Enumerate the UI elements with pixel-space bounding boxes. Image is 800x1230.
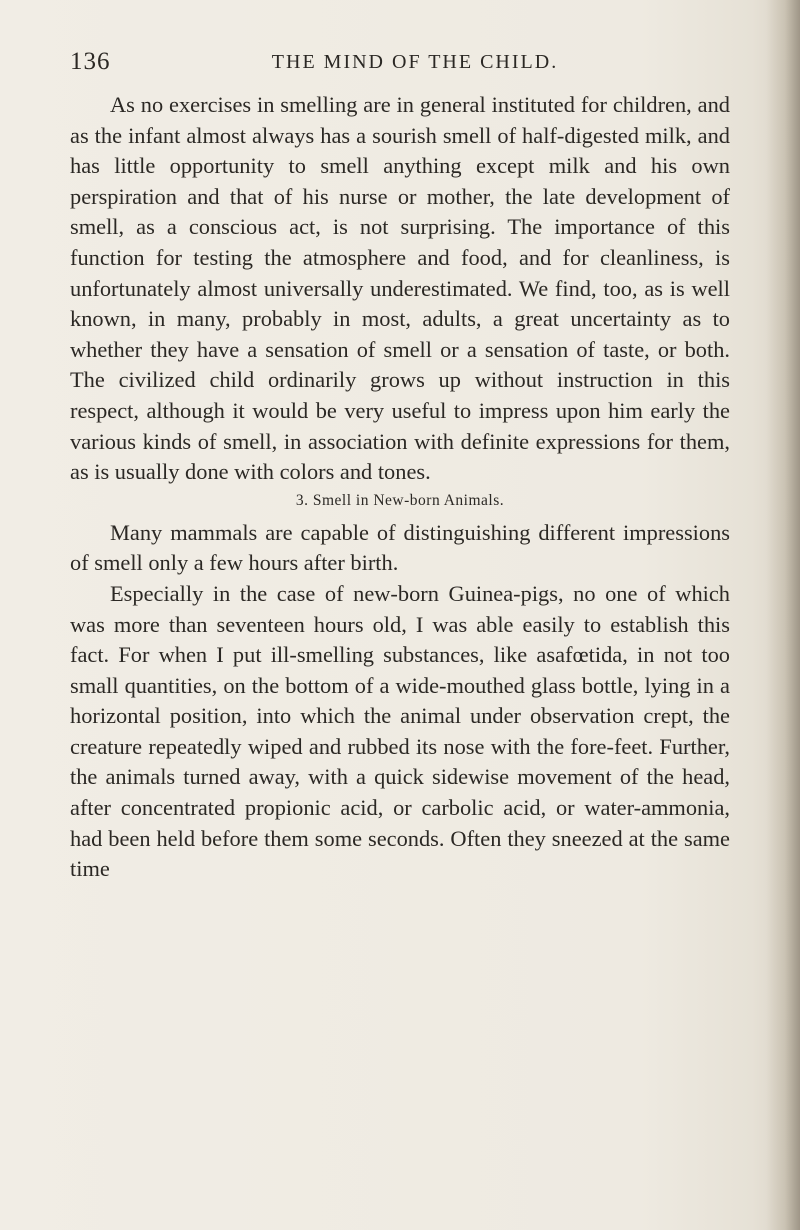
page-number: 136 xyxy=(70,48,111,75)
running-title: THE MIND OF THE CHILD. xyxy=(271,51,559,73)
paragraph-intro: As no exercises in smelling are in general instituted for children, and as the infant almost always has a sourish smell of half-digested milk, and has little opportunity to smell anything except milk and his own perspiration and that of his nurse or mother, the late development of smell, as a conscious act, is not surprising. The importance of this function for testing the atmosphere and food, and for cleanliness, is unfortunately almost universally underestimated. We find, too, as is well known, in many, probably in most, adults, a great uncertainty as to whether they have a sensation of smell or a sensation of taste, or both. The civilized child ordinarily grows up without instruction in this respect, although it would be very useful to impress upon him early the various kinds of smell, in association with definite expressions for them, as is usually done with colors and tones. xyxy=(70,92,730,485)
page-edge-shadow xyxy=(766,0,800,1230)
page-header xyxy=(70,48,730,78)
paragraph-guinea-pigs: Especially in the case of new-born Guinea-pigs, no one of which was more than seventeen hours old, I was able easily to establish this fact. For when I put ill-smelling substances, like asafœtida, in not too small quantities, on the bottom of a wide-mouthed glass bottle, lying in a horizontal position, into which the animal under observation crept, the creature repeatedly wiped and rubbed its nose with the fore-feet. Further, the animals turned away, with a quick sidewise movement of the head, after concentrated propionic acid, or carbolic acid, or water-ammonia, had been held before them some seconds. Often they sneezed at the same time xyxy=(70,580,730,882)
section-heading: 3. Smell in New-born Animals. xyxy=(295,491,505,509)
paragraph-mammals: Many mammals are capable of distinguishing different impressions of smell only a few hours after birth. xyxy=(70,519,730,576)
body-text xyxy=(70,90,730,885)
